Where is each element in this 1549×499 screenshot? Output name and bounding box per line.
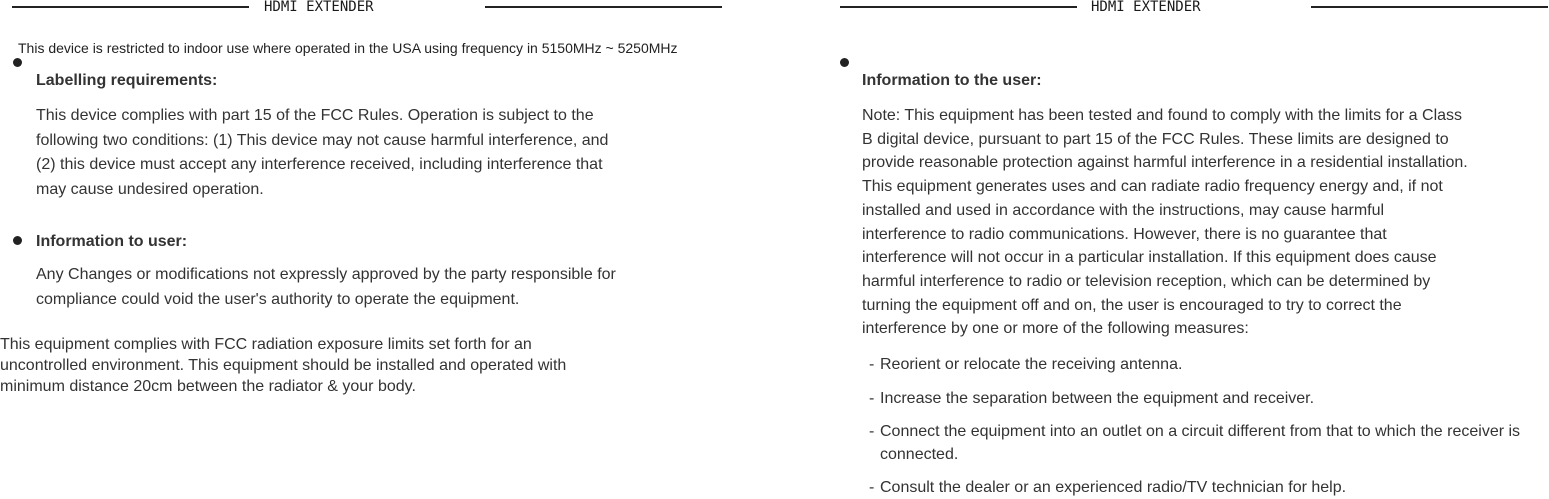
labelling-heading: Labelling requirements: [36, 72, 218, 89]
info-line: Note: This equipment has been tested and found to comply with the limits for a Class [862, 107, 1463, 124]
radiation-line: This equipment complies with FCC radiation exposure limits set forth for an [0, 336, 532, 353]
left-header-rule-left [12, 6, 249, 8]
right-header-rule-right [1311, 6, 1548, 8]
info-line: interference to radio communications. However, there is no guarantee that [862, 225, 1387, 243]
right-header-title: HDMI EXTENDER [1091, 0, 1201, 15]
measure-text: Increase the separation between the equipment and receiver. [880, 390, 1315, 407]
dash-marker: - [869, 356, 875, 373]
labelling-paragraph [36, 104, 776, 202]
labelling-line: This device complies with part 15 of the FCC Rules. Operation is subject to the [36, 107, 594, 124]
info-to-the-user-paragraph [862, 104, 1549, 341]
measure-text: Consult the dealer or an experienced radio/TV technician for help. [880, 479, 1347, 496]
labelling-line: (2) this device must accept any interference received, including interference that [36, 156, 603, 173]
info-to-user-line: Any Changes or modifications not expressly approved by the party responsible for [36, 266, 616, 283]
labelling-line: following two conditions: (1) This device may not cause harmful interference, and [36, 131, 609, 149]
info-line: interference by one or more of the following measures: [862, 320, 1249, 338]
bullet-icon [13, 58, 22, 67]
radiation-line: uncontrolled environment. This equipment should be installed and operated with [0, 357, 567, 374]
info-line: This equipment generates uses and can radiate radio frequency energy and, if not [862, 178, 1443, 196]
labelling-line: may cause undesired operation. [36, 180, 264, 198]
dash-marker: - [869, 423, 875, 440]
right-header-rule-left [840, 6, 1077, 8]
left-header-title: HDMI EXTENDER [264, 0, 374, 15]
info-line: provide reasonable protection against harmful interference in a residential installation. [862, 154, 1468, 172]
info-to-user-paragraph [36, 263, 776, 312]
radiation-line: minimum distance 20cm between the radiator & your body. [0, 378, 416, 395]
info-to-user-heading: Information to user: [36, 233, 188, 250]
bullet-icon [13, 236, 22, 245]
info-line: B digital device, pursuant to part 15 of the FCC Rules. These limits are designed to [862, 130, 1449, 148]
measure-text: Reorient or relocate the receiving antenna. [880, 356, 1183, 373]
measure-text: Connect the equipment into an outlet on a circuit different from that to which the receiver is connected. [880, 423, 1521, 463]
info-line: harmful interference to radio or television reception, which can be determined by [862, 272, 1431, 290]
info-to-user-line: compliance could void the user's authority to operate the equipment. [36, 290, 520, 308]
info-line: installed and used in accordance with the instructions, may cause harmful [862, 201, 1385, 219]
radiation-paragraph [0, 334, 740, 397]
dash-marker: - [869, 479, 875, 496]
info-to-the-user-heading: Information to the user: [862, 72, 1042, 89]
indoor-use-notice: This device is restricted to indoor use where operated in the USA using frequency in 5150MHz ~ 5250MHz [18, 40, 678, 56]
dash-marker: - [869, 390, 875, 407]
info-line: turning the equipment off and on, the user is encouraged to try to correct the [862, 296, 1402, 314]
info-line: interference will not occur in a particular installation. If this equipment does cause [862, 249, 1437, 267]
left-header-rule-right [485, 6, 722, 8]
bullet-icon [840, 58, 849, 67]
